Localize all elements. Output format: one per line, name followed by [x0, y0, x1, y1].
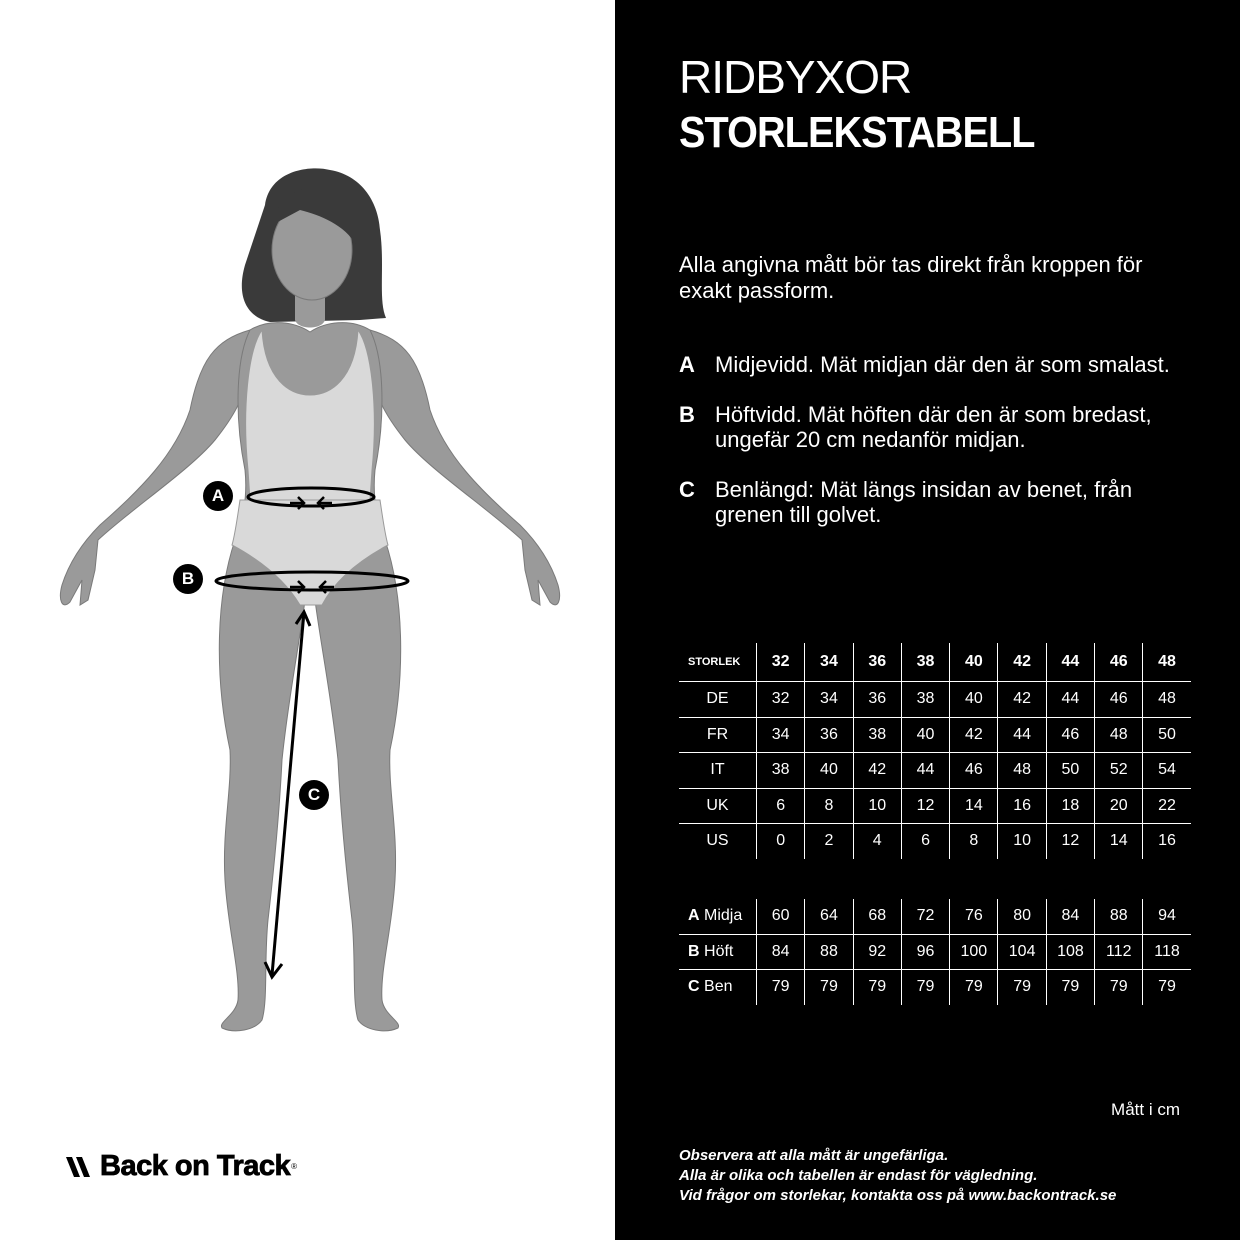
table-cell: 88: [1095, 899, 1143, 934]
definition-letter: C: [679, 477, 695, 502]
table-cell: 34: [757, 717, 805, 753]
table-row: [679, 682, 1191, 718]
table-cell: 14: [1095, 824, 1143, 859]
table-cell: 12: [901, 788, 949, 824]
brand-name: Back on Track: [100, 1150, 291, 1182]
row-label: DE: [679, 682, 757, 718]
table-cell: 79: [998, 970, 1046, 1005]
table-cell: 40: [805, 753, 853, 789]
table-cell: 6: [757, 788, 805, 824]
definition-b: [679, 402, 1199, 452]
size-header-cell: 42: [998, 643, 1046, 682]
definition-text: Benlängd: Mät längs insidan av benet, från grenen till golvet.: [715, 477, 1133, 527]
table-cell: 52: [1095, 753, 1143, 789]
body-measurement-table: [679, 899, 1191, 1005]
table-cell: 38: [853, 717, 901, 753]
note-line: Observera att alla mått är ungefärliga.: [679, 1147, 949, 1164]
table-cell: 50: [1143, 717, 1191, 753]
row-label: IT: [679, 753, 757, 789]
definition-a: [679, 352, 1199, 377]
disclaimer-notes: [679, 1146, 1116, 1206]
size-header-cell: 34: [805, 643, 853, 682]
size-header-cell: 36: [853, 643, 901, 682]
table-cell: 40: [901, 717, 949, 753]
table-cell: 14: [950, 788, 998, 824]
table-cell: 32: [757, 682, 805, 718]
table-cell: 60: [757, 899, 805, 934]
table-header-row: [679, 643, 1191, 682]
table-cell: 44: [1046, 682, 1094, 718]
table-cell: 46: [1046, 717, 1094, 753]
table-cell: 64: [805, 899, 853, 934]
table-cell: 16: [998, 788, 1046, 824]
table-cell: 8: [805, 788, 853, 824]
table-cell: 16: [1143, 824, 1191, 859]
badge-b: B: [173, 564, 203, 594]
table-cell: 108: [1046, 934, 1094, 970]
badge-a: A: [203, 481, 233, 511]
intro-text: Alla angivna mått bör tas direkt från kroppen för exakt passform.: [679, 252, 1143, 303]
table-cell: 79: [901, 970, 949, 1005]
size-header-cell: 44: [1046, 643, 1094, 682]
table-cell: 54: [1143, 753, 1191, 789]
definition-c: [679, 477, 1199, 527]
table-cell: 36: [805, 717, 853, 753]
row-label: [679, 934, 757, 970]
table-row: [679, 970, 1191, 1005]
row-label: UK: [679, 788, 757, 824]
table-row: [679, 899, 1191, 934]
table-cell: 79: [757, 970, 805, 1005]
note-line: Vid frågor om storlekar, kontakta oss på www.backontrack.se: [679, 1187, 1117, 1204]
table-cell: 44: [998, 717, 1046, 753]
table-cell: 80: [998, 899, 1046, 934]
table-cell: 38: [757, 753, 805, 789]
left-leg: [219, 540, 305, 1031]
note-line: Alla är olika och tabellen är endast för vägledning.: [679, 1167, 1038, 1184]
size-header-cell: 32: [757, 643, 805, 682]
table-cell: 0: [757, 824, 805, 859]
table-cell: 48: [998, 753, 1046, 789]
registered-mark: ®: [291, 1162, 298, 1171]
left-arm: [60, 330, 250, 605]
brand-logo: [64, 1150, 297, 1183]
table-cell: 96: [901, 934, 949, 970]
unit-note: Mått i cm: [1111, 1100, 1180, 1119]
table-cell: 84: [757, 934, 805, 970]
row-label: US: [679, 824, 757, 859]
page-title-product: RIDBYXOR: [679, 51, 912, 103]
row-letter: C: [688, 978, 700, 996]
table-cell: 10: [998, 824, 1046, 859]
table-cell: 88: [805, 934, 853, 970]
info-panel: [615, 0, 1240, 1240]
row-label-text: Ben: [704, 978, 733, 996]
table-cell: 79: [1143, 970, 1191, 1005]
right-arm: [370, 330, 560, 605]
table-cell: 42: [950, 717, 998, 753]
table-cell: 2: [805, 824, 853, 859]
table-cell: 79: [853, 970, 901, 1005]
right-leg: [315, 540, 401, 1031]
brand-mark-icon: [64, 1153, 98, 1181]
definition-text: Midjevidd. Mät midjan där den är som smalast.: [715, 352, 1170, 377]
row-letter: B: [688, 942, 700, 960]
size-header-cell: 48: [1143, 643, 1191, 682]
row-letter: A: [688, 907, 700, 925]
table-cell: 6: [901, 824, 949, 859]
row-label: FR: [679, 717, 757, 753]
table-cell: 18: [1046, 788, 1094, 824]
table-cell: 100: [950, 934, 998, 970]
row-label-text: Höft: [704, 942, 734, 960]
table-cell: 68: [853, 899, 901, 934]
table-row: [679, 824, 1191, 859]
badge-c: C: [299, 780, 329, 810]
table-cell: 34: [805, 682, 853, 718]
table-cell: 79: [1095, 970, 1143, 1005]
table-cell: 48: [1095, 717, 1143, 753]
table-cell: 8: [950, 824, 998, 859]
row-label: [679, 899, 757, 934]
table-cell: 72: [901, 899, 949, 934]
table-cell: 42: [853, 753, 901, 789]
table-cell: 46: [1095, 682, 1143, 718]
table-row: [679, 788, 1191, 824]
size-header-cell: 40: [950, 643, 998, 682]
table-row: [679, 717, 1191, 753]
table-cell: 112: [1095, 934, 1143, 970]
table-row: [679, 934, 1191, 970]
definition-letter: A: [679, 352, 695, 377]
table-cell: 36: [853, 682, 901, 718]
row-label: [679, 970, 757, 1005]
table-cell: 20: [1095, 788, 1143, 824]
table-cell: 44: [901, 753, 949, 789]
table-row: [679, 753, 1191, 789]
table-cell: 50: [1046, 753, 1094, 789]
table-cell: 92: [853, 934, 901, 970]
definition-text: Höftvidd. Mät höften där den är som bredast, ungefär 20 cm nedanför midjan.: [715, 402, 1152, 452]
table-cell: 4: [853, 824, 901, 859]
table-cell: 84: [1046, 899, 1094, 934]
table-cell: 104: [998, 934, 1046, 970]
table-cell: 46: [950, 753, 998, 789]
definition-letter: B: [679, 402, 695, 427]
size-header-cell: 38: [901, 643, 949, 682]
table-cell: 118: [1143, 934, 1191, 970]
table-cell: 48: [1143, 682, 1191, 718]
measurement-definitions: [679, 352, 1199, 552]
table-cell: 79: [1046, 970, 1094, 1005]
table-cell: 42: [998, 682, 1046, 718]
table-cell: 12: [1046, 824, 1094, 859]
table-cell: 79: [805, 970, 853, 1005]
illustration-panel: [0, 0, 615, 1240]
table-cell: 38: [901, 682, 949, 718]
table-cell: 10: [853, 788, 901, 824]
table-cell: 40: [950, 682, 998, 718]
row-label-text: Midja: [704, 907, 743, 925]
body-figure-illustration: [0, 0, 615, 1100]
table-cell: 76: [950, 899, 998, 934]
table-cell: 79: [950, 970, 998, 1005]
column-header-label: STORLEK: [688, 656, 741, 668]
table-cell: 22: [1143, 788, 1191, 824]
size-conversion-table: [679, 643, 1191, 859]
size-header-cell: 46: [1095, 643, 1143, 682]
table-cell: 94: [1143, 899, 1191, 934]
page-title-main: STORLEKSTABELL: [679, 108, 1035, 157]
